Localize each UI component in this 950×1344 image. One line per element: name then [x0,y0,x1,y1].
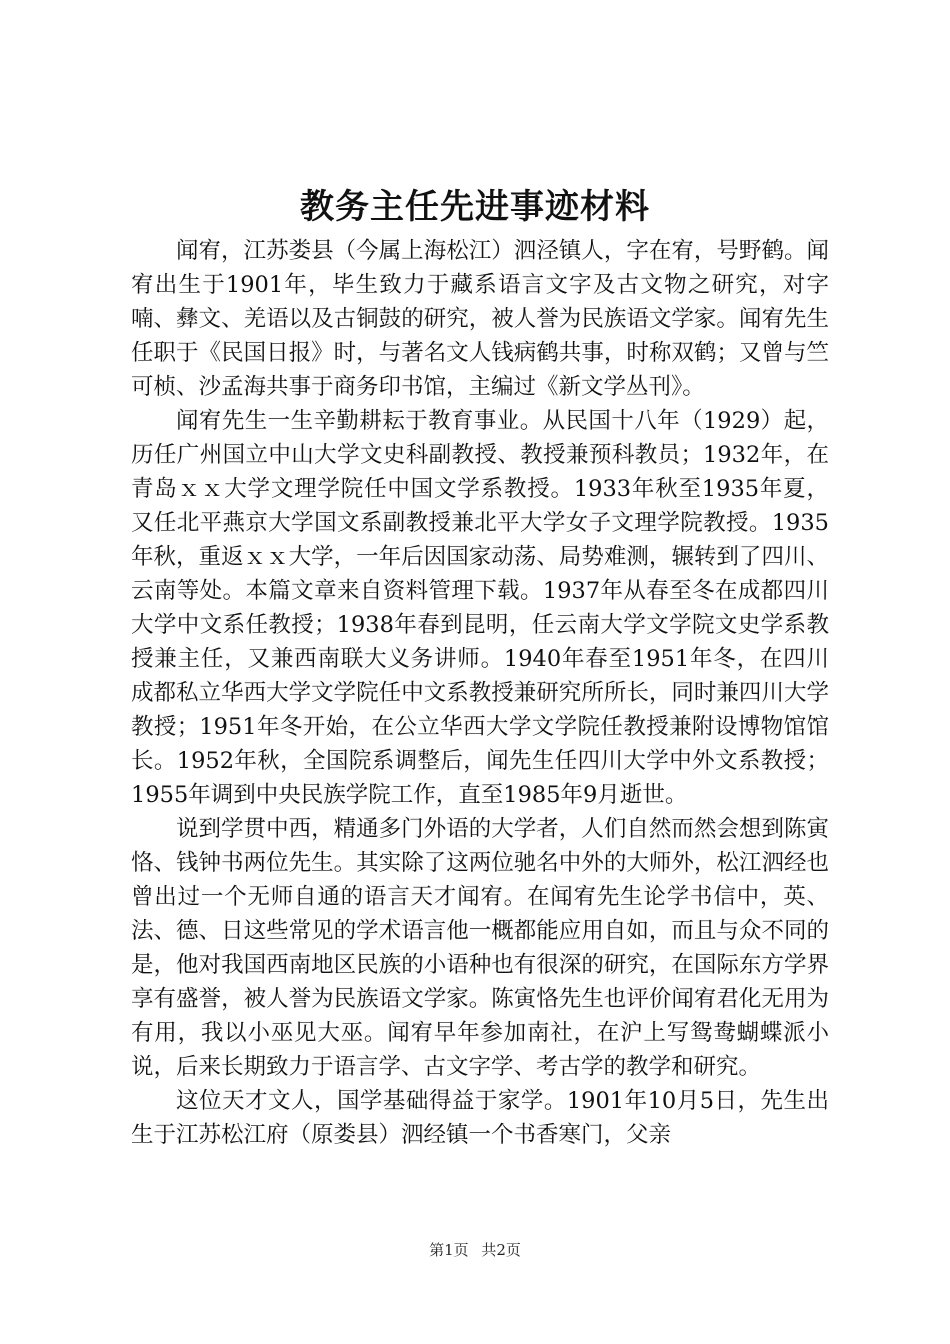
paragraph-3: 说到学贯中西，精通多门外语的大学者，人们自然而然会想到陈寅恪、钱钟书两位先生。其实除了这两位驰名中外的大师外，松江泗经也曾出过一个无师自通的语言天才闻宥。在闻宥先生论学书信中，英、法、德、日这些常见的学术语言他一概都能应用自如，而且与众不同的是，他对我国西南地区民族的小语种也有很深的研究，在国际东方学界享有盛誉，被人誉为民族语文学家。陈寅恪先生也评价闻宥君化无用为有用，我以小巫见大巫。闻宥早年参加南社，在沪上写鸳鸯蝴蝶派小说，后来长期致力于语言学、古文字学、考古学的教学和研究。 [131,816,829,1080]
paragraph-1: 闻宥，江苏娄县（今属上海松江）泗泾镇人，字在宥，号野鹤。闻宥出生于1901年，毕生致力于藏系语言文字及古文物之研究，对字喃、彝文、羌语以及古铜鼓的研究，被人誉为民族语文学家。闻宥先生任职于《民国日报》时，与著名文人钱病鹤共事，时称双鹤；又曾与竺可桢、沙孟海共事于商务印书馆，主编过《新文学丛刊》。 [131,238,829,400]
document-body [131,234,829,1152]
document-title: 教务主任先进事迹材料 [300,187,650,227]
page-total: 共2页 [481,1241,521,1259]
page-footer [0,1240,950,1260]
paragraph-4: 这位天才文人，国学基础得益于家学。1901年10月5日，先生出生于江苏松江府（原娄县）泗经镇一个书香寒门，父亲 [131,1088,829,1148]
paragraph-2: 闻宥先生一生辛勤耕耘于教育事业。从民国十八年（1929）起，历任广州国立中山大学文史科副教授、教授兼预科教员；1932年，在青岛ｘｘ大学文理学院任中国文学系教授。1933年秋至1935年夏，又任北平燕京大学国文系副教授兼北平大学女子文理学院教授。1935年秋，重返ｘｘ大学，一年后因国家动荡、局势难测，辗转到了四川、云南等处。本篇文章来自资料管理下载。1937年从春至冬在成都四川大学中文系任教授；1938年春到昆明，任云南大学文学院文史学系教授兼主任，又兼西南联大义务讲师。1940年春至1951年冬，在四川成都私立华西大学文学院任中文系教授兼研究所所长，同时兼四川大学教授；1951年冬开始，在公立华西大学文学院任教授兼附设博物馆馆长。1952年秋，全国院系调整后，闻先生任四川大学中外文系教授；1955年调到中央民族学院工作，直至1985年9月逝世。 [131,408,829,808]
page-number: 第1页 [429,1241,469,1259]
